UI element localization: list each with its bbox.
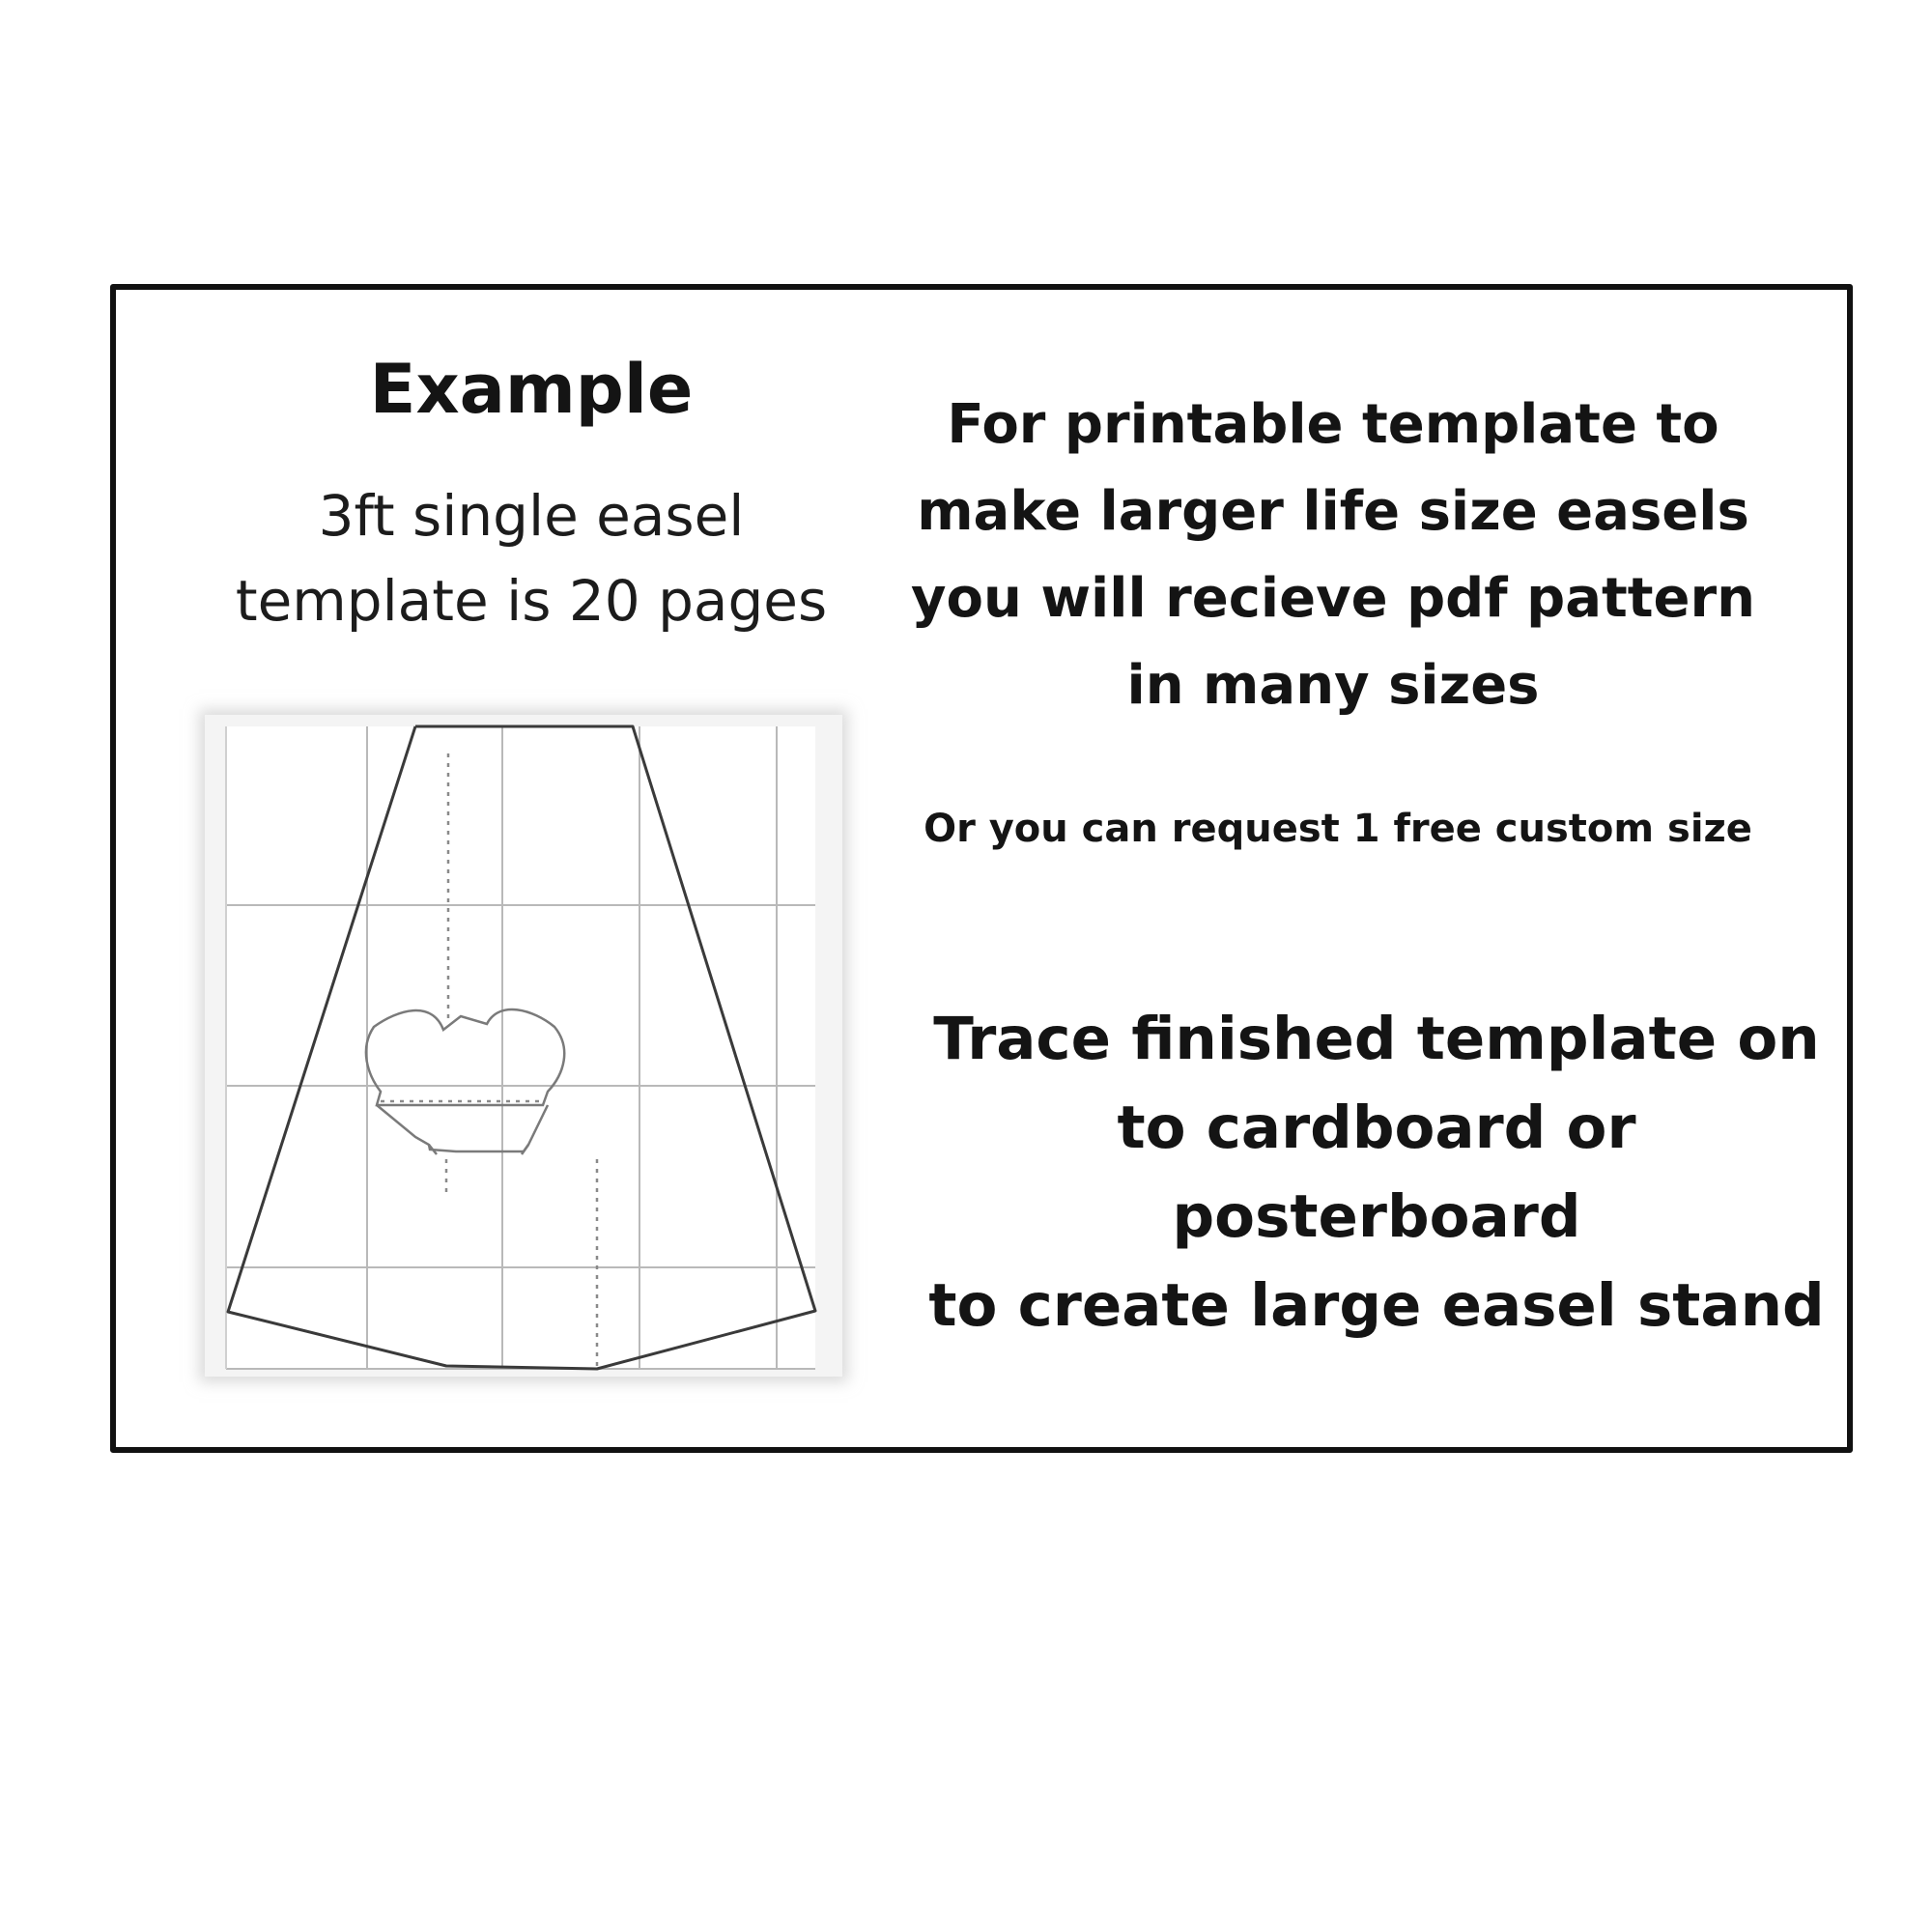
example-title: Example <box>369 350 694 429</box>
easel-pattern-icon <box>205 715 842 1377</box>
easel-pattern-diagram <box>205 715 842 1377</box>
promo-trace-text: Trace finished template on to cardboard or posterboard to create large easel stand <box>928 1005 1825 1340</box>
example-caption: 3ft single easel template is 20 pages <box>235 483 828 634</box>
pattern-sheet <box>226 726 815 1369</box>
promo-main-text: For printable template to make larger life size easels you will recieve pdf pattern in many sizes <box>910 393 1755 717</box>
promo-custom-size-text: Or you can request 1 free custom size <box>923 807 1752 851</box>
